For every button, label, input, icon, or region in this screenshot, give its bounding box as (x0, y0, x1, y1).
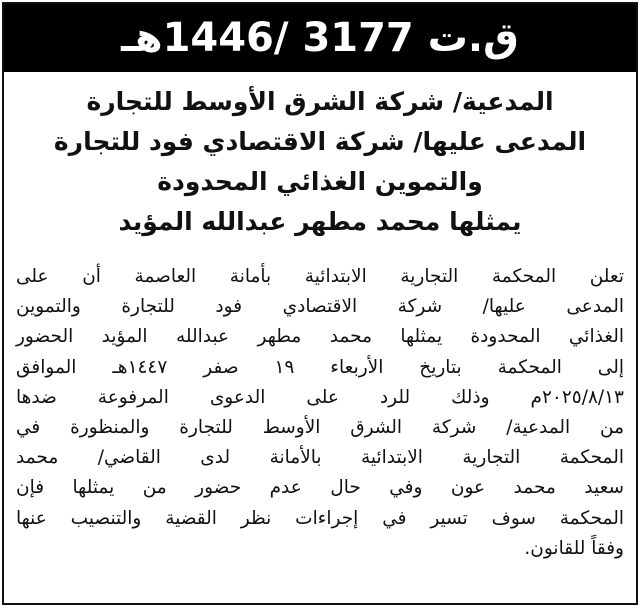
body-line: المحكمة سوف تسير في إجراءات نظر القضية والتنصيب عنها (16, 507, 624, 529)
body-line: إلى المحكمة بتاريخ الأربعاء ١٩ صفر ١٤٤٧هـ الموافق (16, 356, 624, 378)
defendant-line: المدعى عليها/ شركة الاقتصادي فود للتجارة (53, 127, 587, 156)
body-line: سعيد محمد عون وفي حال عدم حضور من يمثلها فإن (16, 477, 624, 499)
notice-body (16, 262, 624, 564)
body-line: الغذائي المحدودة يمثلها محمد مطهر عبدالله المؤيد الحضور (16, 326, 624, 348)
case-number: ق.ت 3177 /1446هـ (121, 15, 519, 61)
body-line: المحكمة التجارية الابتدائية بالأمانة لدى القاضي/ محمد (16, 447, 624, 469)
body-line: وفقاً للقانون. (524, 537, 624, 559)
plaintiff-line: المدعية/ شركة الشرق الأوسط للتجارة (86, 87, 554, 116)
body-line: ٢٠٢٥/٨/١٣م وذلك للرد على الدعوى المرفوعة ضدها (16, 386, 624, 408)
body-line: تعلن المحكمة التجارية الابتدائية بأمانة العاصمة أن على (16, 266, 624, 287)
body-line: من المدعية/ شركة الشرق الأوسط للتجارة والمنظورة في (16, 417, 624, 439)
body-line: المدعى عليها/ شركة الاقتصادي فود للتجارة والتموين (16, 296, 624, 318)
representative-line: يمثلها محمد مطهر عبدالله المؤيد (118, 207, 522, 236)
defendant-line-continued: والتموين الغذائي المحدودة (157, 167, 483, 196)
case-number-header (4, 4, 636, 72)
parties-block (34, 82, 606, 242)
court-notice (2, 2, 638, 605)
